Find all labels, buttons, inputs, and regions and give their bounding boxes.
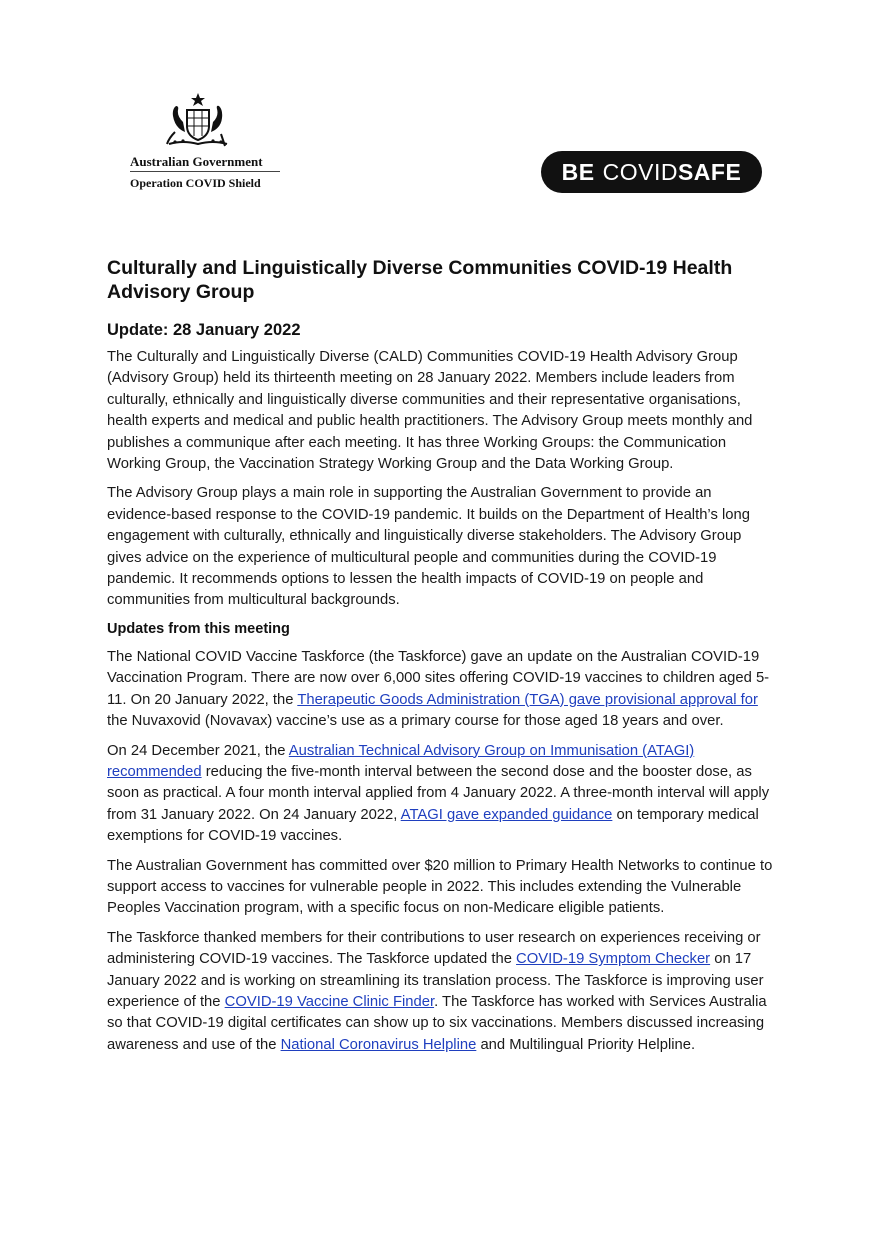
paragraph-text: On 24 December 2021, the xyxy=(107,742,289,759)
document-body xyxy=(107,256,777,1064)
document-title: Culturally and Linguistically Diverse Communities COVID-19 Health Advisory Group xyxy=(107,257,733,303)
coat-of-arms-icon xyxy=(163,92,233,150)
government-name: Australian Government xyxy=(130,154,263,169)
atagi-paragraph xyxy=(107,741,777,848)
funding-paragraph: The Australian Government has committed over $20 million to Primary Health Networks to continue to support access to vaccines for vulnerable people in 2022. This includes extending the Vulnerable Peoples Vaccination program, with a specific focus on non-Medicare eligible patients. xyxy=(107,857,773,917)
paragraph-text: on 17 January 2022 and is working on streamlining its translation process. The Taskforce is improving user experience of the xyxy=(107,951,764,1010)
updates-heading: Updates from this meeting xyxy=(107,620,290,637)
atagi-recommended-link[interactable]: Australian Technical Advisory Group on Immunisation (ATAGI) recommended xyxy=(107,742,695,780)
paragraph-text: the Nuvaxovid (Novavax) vaccine’s use as a primary course for those aged 18 years and over. xyxy=(107,713,724,730)
tga-approval-link[interactable]: Therapeutic Goods Administration (TGA) gave provisional approval for xyxy=(297,691,758,708)
symptom-checker-link[interactable]: COVID-19 Symptom Checker xyxy=(516,951,711,968)
paragraph-text: The Taskforce thanked members for their contributions to user research on experiences receiving or administering COVID-19 vaccines. The Taskforce updated the xyxy=(107,929,761,968)
paragraph-text: reducing the five-month interval between the second dose and the booster dose, as soon as practical. A four month interval applied from 4 January 2022. A three-month interval will apply from 31 January 2022. On 24 January 2022, xyxy=(107,763,770,823)
intro-paragraph-2: The Advisory Group plays a main role in supporting the Australian Government to provide an evidence-based response to the COVID-19 pandemic. It builds on the Department of Health’s long engagement with culturally, ethnically and linguistically diverse stakeholders. The Advisory Group gives advice on the experience of multicultural people and communities during the COVID-19 pandemic. It recommends options to lessen the health impacts of COVID-19 on people and communities from multicultural backgrounds. xyxy=(107,485,750,609)
paragraph-text: The National COVID Vaccine Taskforce (the Taskforce) gave an update on the Australian COVID-19 Vaccination Program. There are now over 6,000 sites offering COVID-19 vaccines to children aged 5-11. On 20 January 2022, the xyxy=(107,648,770,708)
covidsafe-covid: COVID xyxy=(602,158,678,185)
paragraph-text: on temporary medical exemptions for COVID-19 vaccines. xyxy=(107,806,759,845)
logo-divider xyxy=(130,171,280,172)
paragraph-text: and Multilingual Priority Helpline. xyxy=(476,1036,696,1053)
coronavirus-helpline-link[interactable]: National Coronavirus Helpline xyxy=(280,1036,477,1053)
covidsafe-safe: SAFE xyxy=(677,158,742,185)
taskforce-update-paragraph xyxy=(107,647,777,733)
intro-paragraph-1: The Culturally and Linguistically Diverse (CALD) Communities COVID-19 Health Advisory Group (Advisory Group) held its thirteenth meeting on 28 January 2022. Members include leaders from culturally, ethnically and linguistically diverse communities and their representative organisations, health experts and medical and public health practitioners. The Advisory Group meets monthly and publishes a communique after each meeting. It has three Working Groups: the Communication Working Group, the Vaccination Strategy Working Group and the Data Working Group. xyxy=(107,349,753,473)
clinic-finder-link[interactable]: COVID-19 Vaccine Clinic Finder xyxy=(224,993,435,1010)
operation-name: Operation COVID Shield xyxy=(130,176,261,190)
atagi-guidance-link[interactable]: ATAGI gave expanded guidance xyxy=(400,806,613,823)
update-heading: Update: 28 January 2022 xyxy=(107,321,301,339)
be-covidsafe-logo xyxy=(541,151,762,193)
paragraph-text: . The Taskforce has worked with Services Australia so that COVID-19 digital certificates can show up to six vaccinations. Members discussed increasing awareness and use of the xyxy=(107,993,767,1053)
user-research-paragraph xyxy=(107,928,777,1056)
covidsafe-be: BE xyxy=(561,158,595,185)
